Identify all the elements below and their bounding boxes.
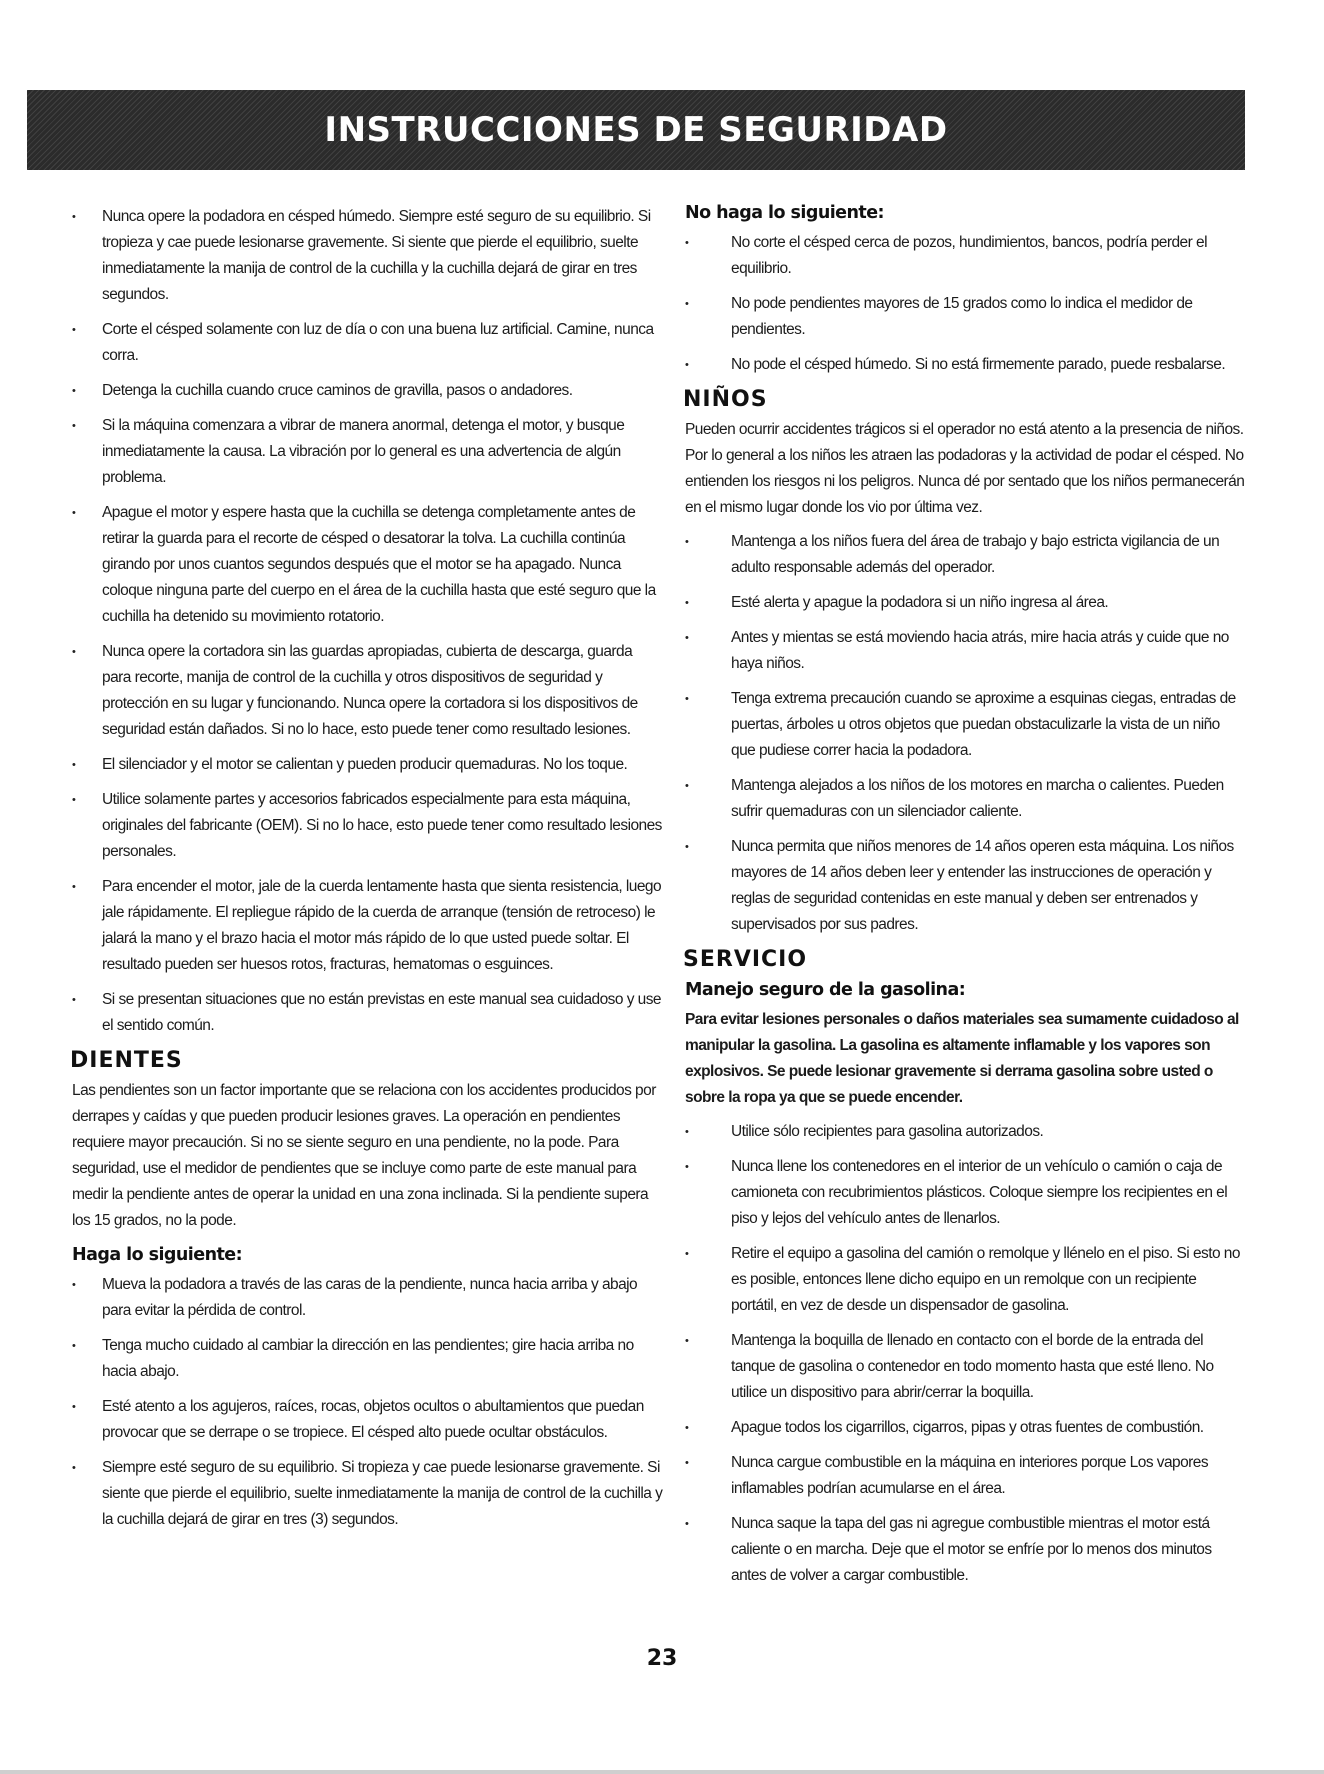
list-item: • Siempre esté seguro de su equilibrio. Si tropieza y cae puede lesionarse gravemente. Si siente que pierde el equilibrio, suelte inmediatamente la manija de control de la cuchilla y la cuchilla dejará de girar en tres (3) segundos.: [72, 1455, 664, 1533]
list-item: • Esté alerta y apague la podadora si un niño ingresa al área.: [685, 590, 1245, 616]
list-item: • Nunca opere la podadora en césped húmedo. Siempre esté seguro de su equilibrio. Si tropieza y cae puede lesionarse gravemente. Si siente que pierde el equilibrio, suelte inmediatamente la manija de control de la cuchilla y la cuchilla dejará de girar en tres segundos.: [72, 204, 664, 308]
list-item: • Apague todos los cigarrillos, cigarros, pipas y otras fuentes de combustión.: [685, 1415, 1245, 1441]
list-item: • Esté atento a los agujeros, raíces, rocas, objetos ocultos o abultamientos que puedan provocar que se derrape o se tropiece. El césped alto puede ocultar obstáculos.: [72, 1394, 664, 1446]
list-item: • Tenga mucho cuidado al cambiar la dirección en las pendientes; gire hacia arriba no hacia abajo.: [72, 1333, 664, 1385]
list-item: • Mantenga a los niños fuera del área de trabajo y bajo estricta vigilancia de un adulto responsable además del operador.: [685, 529, 1245, 581]
list-item: • Nunca cargue combustible en la máquina en interiores porque Los vapores inflamables podrían acumularse en el área.: [685, 1450, 1245, 1502]
page-number: 23: [646, 1646, 678, 1671]
list-item: • Retire el equipo a gasolina del camión o remolque y llénelo en el piso. Si esto no es posible, entonces llene dicho equipo en un remolque con un recipiente portátil, en vez de desde un dispensador de gasolina.: [685, 1241, 1245, 1319]
gasolina-warning: Para evitar lesiones personales o daños materiales sea sumamente cuidadoso al manipular la gasolina. La gasolina es altamente inflamable y los vapores son explosivos. Se puede lesionar gravemente si derrama gasolina sobre usted o sobre la ropa ya que se puede encender.: [685, 1011, 1239, 1106]
list-item: • Si la máquina comenzara a vibrar de manera anormal, detenga el motor, y busque inmediatamente la causa. La vibración por lo general es una advertencia de algún problema.: [72, 413, 664, 491]
list-item: • Corte el césped solamente con luz de día o con una buena luz artificial. Camine, nunca corra.: [72, 317, 664, 369]
no-haga-list: [685, 230, 1245, 378]
list-item: • Nunca saque la tapa del gas ni agregue combustible mientras el motor está caliente o en marcha. Deje que el motor se enfríe por lo menos dos minutos antes de volver a cargar combustible.: [685, 1511, 1245, 1589]
list-item: • Nunca permita que niños menores de 14 años operen esta máquina. Los niños mayores de 14 años deben leer y entender las instrucciones de operación y reglas de seguridad contenidas en este manual y deben ser entrenados y supervisados por sus padres.: [685, 834, 1245, 938]
dientes-paragraph: Las pendientes son un factor importante que se relaciona con los accidentes producidos por derrapes y caídas y que pueden producir lesiones graves. La operación en pendientes requiere mayor precaución. Si no se siente seguro en una pendiente, no la pode. Para seguridad, use el medidor de pendientes que se incluye como parte de este manual para medir la pendiente antes de operar la unidad en una zona inclinada. Si la pendiente supera los 15 grados, no la pode.: [72, 1082, 656, 1229]
subheading-gasolina: Manejo seguro de la gasolina:: [685, 980, 966, 1000]
gasolina-list: [685, 1119, 1245, 1589]
list-item: • El silenciador y el motor se calientan y pueden producir quemaduras. No los toque.: [72, 752, 664, 778]
list-item: • Apague el motor y espere hasta que la cuchilla se detenga completamente antes de retirar la guarda para el recorte de césped o desatorar la tolva. La cuchilla continúa girando por unos cuantos segundos después que el motor se ha apagado. Nunca coloque ninguna parte del cuerpo en el área de la cuchilla hasta que esté seguro que la cuchilla ha detenido su movimiento rotatorio.: [72, 500, 664, 630]
list-item: • Nunca opere la cortadora sin las guardas apropiadas, cubierta de descarga, guarda para recorte, manija de control de la cuchilla y otros dispositivos de seguridad y protección en su lugar y funcionando. Nunca opere la cortadora si los dispositivos de seguridad están dañados. Si no lo hace, esto puede tener como resultado lesiones.: [72, 639, 664, 743]
list-item: • Utilice sólo recipientes para gasolina autorizados.: [685, 1119, 1245, 1145]
list-item: • Si se presentan situaciones que no están previstas en este manual sea cuidadoso y use el sentido común.: [72, 987, 664, 1039]
list-item: • Detenga la cuchilla cuando cruce caminos de gravilla, pasos o andadores.: [72, 378, 664, 404]
title-banner: [27, 90, 1245, 170]
list-item: • Mantenga la boquilla de llenado en contacto con el borde de la entrada del tanque de gasolina o contenedor en todo momento hasta que esté lleno. No utilice un dispositivo para abrir/cerrar la boquilla.: [685, 1328, 1245, 1406]
subheading-no-haga: No haga lo siguiente:: [685, 203, 884, 223]
list-item: • Tenga extrema precaución cuando se aproxime a esquinas ciegas, entradas de puertas, árboles u otros objetos que puedan obstaculizarle la vista de un niño que pudiese correr hacia la podadora.: [685, 686, 1245, 764]
ninos-list: [685, 529, 1245, 938]
page-title: INSTRUCCIONES DE SEGURIDAD: [324, 110, 948, 150]
section-heading-ninos: NIÑOS: [683, 387, 768, 412]
general-safety-list: [72, 204, 664, 1039]
list-item: • No corte el césped cerca de pozos, hundimientos, bancos, podría perder el equilibrio.: [685, 230, 1245, 282]
section-heading-servicio: SERVICIO: [683, 947, 808, 972]
section-heading-dientes: DIENTES: [70, 1048, 183, 1073]
list-item: • Nunca llene los contenedores en el interior de un vehículo o camión o caja de camioneta con recubrimientos plásticos. Coloque siempre los recipientes en el piso y lejos del vehículo antes de llenarlos.: [685, 1154, 1245, 1232]
right-column: [685, 204, 1245, 1598]
list-item: • No pode pendientes mayores de 15 grados como lo indica el medidor de pendientes.: [685, 291, 1245, 343]
list-item: • Mantenga alejados a los niños de los motores en marcha o calientes. Pueden sufrir quemaduras con un silenciador caliente.: [685, 773, 1245, 825]
haga-list: [72, 1272, 664, 1533]
ninos-paragraph: Pueden ocurrir accidentes trágicos si el operador no está atento a la presencia de niños. Por lo general a los niños les atraen las podadoras y la actividad de podar el césped. No entienden los riesgos ni los peligros. Nunca dé por sentado que los niños permanecerán en el mismo lugar donde los vio por última vez.: [685, 421, 1245, 516]
list-item: • Utilice solamente partes y accesorios fabricados especialmente para esta máquina, originales del fabricante (OEM). Si no lo hace, esto puede tener como resultado lesiones personales.: [72, 787, 664, 865]
list-item: • Antes y mientas se está moviendo hacia atrás, mire hacia atrás y cuide que no haya niños.: [685, 625, 1245, 677]
left-column: [72, 204, 664, 1542]
list-item: • Para encender el motor, jale de la cuerda lentamente hasta que sienta resistencia, luego jale rápidamente. El repliegue rápido de la cuerda de arranque (tensión de retroceso) le jalará la mano y el brazo hacia el motor más rápido de lo que usted puede soltar. El resultado pueden ser huesos rotos, fracturas, hematomas o esguinces.: [72, 874, 664, 978]
list-item: • No pode el césped húmedo. Si no está firmemente parado, puede resbalarse.: [685, 352, 1245, 378]
list-item: • Mueva la podadora a través de las caras de la pendiente, nunca hacia arriba y abajo para evitar la pérdida de control.: [72, 1272, 664, 1324]
subheading-haga: Haga lo siguiente:: [72, 1245, 243, 1265]
bottom-divider: [0, 1770, 1324, 1774]
